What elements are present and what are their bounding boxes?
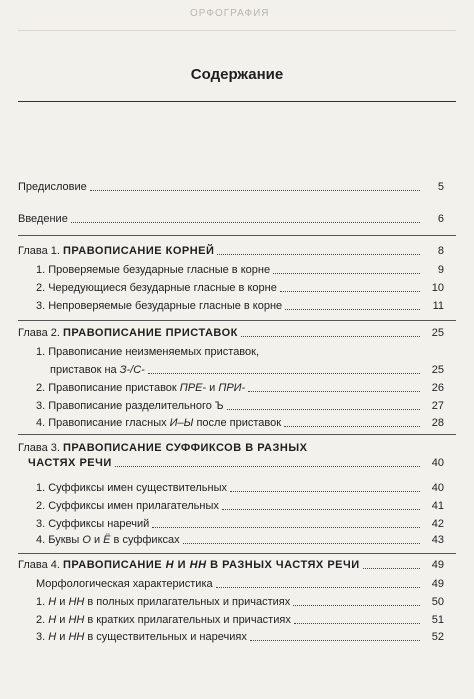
toc-chapter-1[interactable]: Глава 1. ПРАВОПИСАНИЕ КОРНЕЙ 8 [18,245,444,257]
section-divider [18,553,456,554]
toc-entry[interactable]: 2. Чередующиеся безударные гласные в корне 10 [36,282,444,294]
leader-dots [285,309,420,310]
toc-entry[interactable]: 3. Суффиксы наречий 42 [36,518,444,530]
toc-entry-intro[interactable]: Введение 6 [18,213,444,225]
toc-entry[interactable]: 1. Суффиксы имен существительных 40 [36,482,444,494]
leader-dots [152,527,420,528]
section-divider [18,434,456,435]
toc-entry[interactable]: 2. Правописание приставок ПРЕ- и ПРИ- 26 [36,382,444,394]
toc-entry[interactable]: Морфологическая характеристика 49 [36,578,444,590]
toc-entry[interactable]: 3. Непроверяемые безударные гласные в корне 11 [36,300,444,312]
title-divider [18,101,456,102]
leader-dots [90,190,420,191]
leader-dots [284,426,420,427]
leader-dots [71,222,420,223]
toc-entry-preface[interactable]: Предисловие 5 [18,181,444,193]
leader-dots [363,568,420,569]
leader-dots [230,491,420,492]
leader-dots [248,391,420,392]
toc-entry[interactable]: 2. Н и НН в кратких прилагательных и причастиях 51 [36,614,444,626]
section-divider [18,320,456,321]
toc-entry[interactable]: 2. Суффиксы имен прилагательных 41 [36,500,444,512]
toc-chapter-3-line1: Глава 3. ПРАВОПИСАНИЕ СУФФИКСОВ В РАЗНЫХ [18,442,308,454]
leader-dots [241,336,420,337]
toc-entry[interactable]: 3. Н и НН в существительных и наречиях 52 [36,631,444,643]
toc-entry-line1: 1. Правописание неизменяемых приставок, [36,346,260,358]
toc-chapter-3[interactable]: ЧАСТЯХ РЕЧИ 40 [28,457,444,469]
toc-entry[interactable]: 1. Проверяемые безударные гласные в корне 9 [36,264,444,276]
toc-entry[interactable]: 4. Правописание гласных И–Ы после приставок 28 [36,417,444,429]
bleed-through-rule [18,30,456,31]
leader-dots [217,254,420,255]
leader-dots [293,605,420,606]
leader-dots [115,466,420,467]
toc-entry[interactable]: приставок на З-/С- 25 [50,364,444,376]
toc-entry[interactable]: 3. Правописание разделительного Ъ 27 [36,400,444,412]
leader-dots [273,273,420,274]
leader-dots [148,373,420,374]
leader-dots [227,409,420,410]
toc-entry[interactable]: 4. Буквы О и Ё в суффиксах 43 [36,534,444,546]
page-title: Содержание [190,66,284,83]
leader-dots [222,509,420,510]
bleed-through-header: ОРФОГРАФИЯ [190,8,270,19]
leader-dots [250,640,420,641]
toc-entry[interactable]: 1. Н и НН в полных прилагательных и причастиях 50 [36,596,444,608]
leader-dots [294,623,420,624]
leader-dots [216,587,420,588]
toc-chapter-2[interactable]: Глава 2. ПРАВОПИСАНИЕ ПРИСТАВОК 25 [18,327,444,339]
leader-dots [280,291,420,292]
toc-chapter-4[interactable]: Глава 4. ПРАВОПИСАНИЕ Н И НН В РАЗНЫХ ЧАСТЯХ РЕЧИ 49 [18,559,444,571]
leader-dots [183,543,420,544]
section-divider [18,235,456,236]
